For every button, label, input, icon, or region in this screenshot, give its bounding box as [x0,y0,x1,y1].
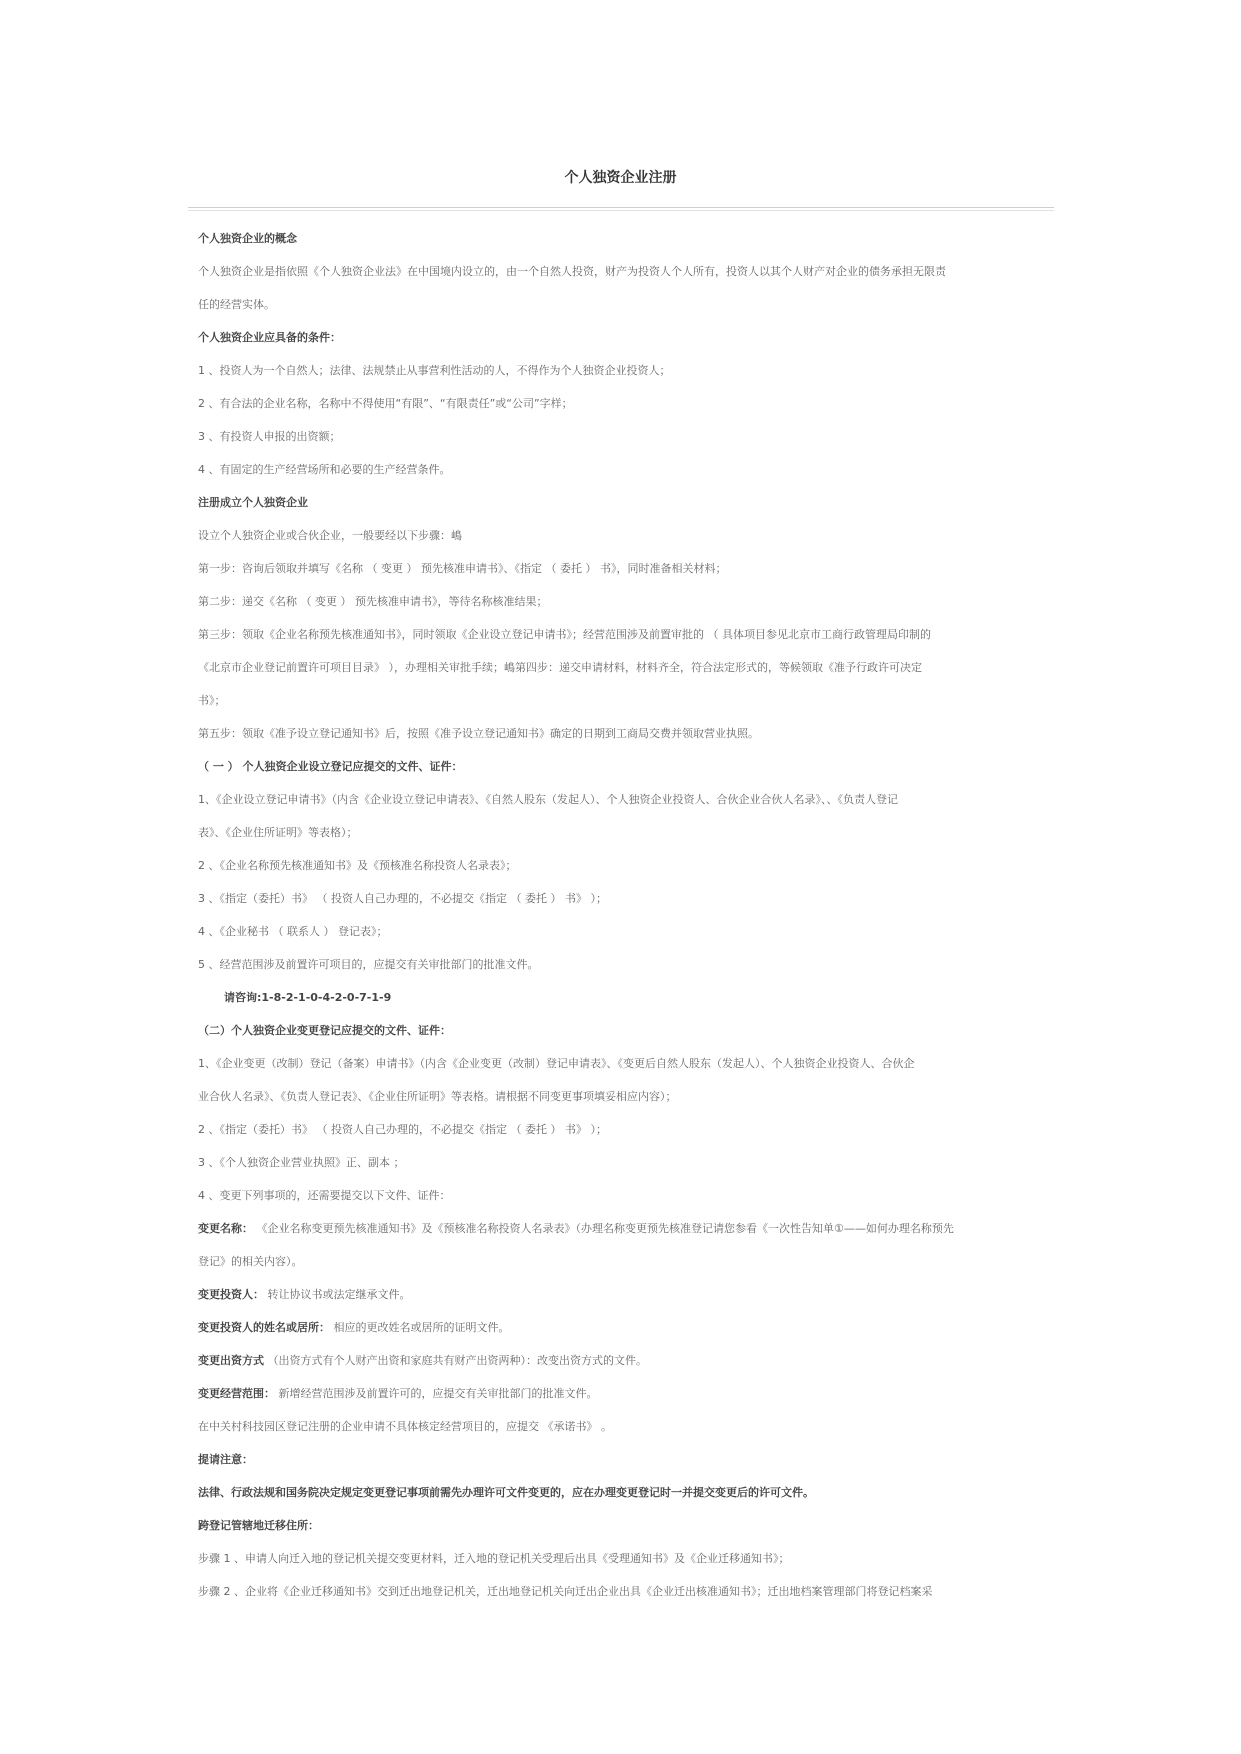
paragraph-line: 第一步：咨询后领取并填写《名称 （ 变更 ） 预先核准申请书》、《指定 （ 委托 ） 书》，同时准备相关材料； [198,562,727,575]
paragraph-text: 转让协议书或法定继承文件。 [264,1288,411,1301]
section-heading: 法律、行政法规和国务院决定规定变更登记事项前需先办理许可文件变更的，应在办理变更登记时一并提交变更后的许可文件。 [198,1486,814,1499]
paragraph-line: 第三步：领取《企业名称预先核准通知书》，同时领取《企业设立登记申请书》；经营范围涉及前置审批的 （ 具体项目参见北京市工商行政管理局印制的 [198,628,931,641]
paragraph-line: 1、《企业变更（改制）登记（备案）申请书》（内含《企业变更（改制）登记申请表》、《变更后自然人股东（发起人）、个人独资企业投资人、合伙企 [198,1057,915,1070]
section-heading: 个人独资企业的概念 [198,232,297,245]
paragraph-text: 新增经营范围涉及前置许可的，应提交有关审批部门的批准文件。 [275,1387,598,1400]
paragraph-line: 4 、《企业秘书 （ 联系人 ） 登记表》； [198,925,388,938]
section-heading: （ 一 ） 个人独资企业设立登记应提交的文件、证件： [198,760,463,773]
paragraph-label: 变更名称： [198,1222,253,1235]
paragraph-line: 3 、《个人独资企业营业执照》正、副本 ； [198,1156,405,1169]
labeled-paragraph [198,1212,1050,1245]
labeled-paragraph [198,1311,1050,1344]
paragraph-line: 1 、投资人为一个自然人；法律、法规禁止从事营利性活动的人，不得作为个人独资企业投资人； [198,364,671,377]
document-body [198,222,1050,1608]
paragraph-line: 业合伙人名录》、《负责人登记表》、《企业住所证明》等表格。请根据不同变更事项填妥相应内容）； [198,1090,677,1103]
paragraph-line: 2 、《企业名称预先核准通知书》及《预核准名称投资人名录表》； [198,859,517,872]
paragraph-line: 4 、有固定的生产经营场所和必要的生产经营条件。 [198,463,451,476]
section-heading: 跨登记管辖地迁移住所： [198,1519,319,1532]
paragraph-label: 变更出资方式 [198,1354,264,1367]
paragraph-line: 步骤 2 、企业将《企业迁移通知书》交到迁出地登记机关，迁出地登记机关向迁出企业出具《企业迁出核准通知书》；迁出地档案管理部门将登记档案采 [198,1585,933,1598]
paragraph-line: 设立个人独资企业或合伙企业，一般要经以下步骤：嶋 [198,529,462,542]
paragraph-text: 相应的更改姓名或居所的证明文件。 [330,1321,510,1334]
section-heading: 提请注意： [198,1453,253,1466]
title-divider-secondary [188,210,1054,211]
paragraph-label: 变更投资人的姓名或居所： [198,1321,330,1334]
section-heading: 注册成立个人独资企业 [198,496,308,509]
paragraph-line: 在中关村科技园区登记注册的企业申请不具体核定经营项目的，应提交 《承诺书》 。 [198,1420,612,1433]
paragraph-text: 《企业名称变更预先核准通知书》及《预核准名称投资人名录表》（办理名称变更预先核准登记请您参看《一次性告知单①——如何办理名称预先 [253,1222,954,1235]
paragraph-line: 书》； [198,694,226,707]
section-heading: 个人独资企业应具备的条件： [198,331,341,344]
paragraph-line: 3 、有投资人申报的出资额； [198,430,341,443]
labeled-paragraph [198,1344,1050,1377]
paragraph-line: 个人独资企业是指依照《个人独资企业法》在中国境内设立的，由一个自然人投资，财产为投资人个人所有，投资人以其个人财产对企业的债务承担无限责 [198,265,946,278]
paragraph-line: 3 、《指定（委托）书》 （ 投资人自己办理的，不必提交《指定 （ 委托 ） 书》 ）； [198,892,607,905]
paragraph-label: 变更投资人： [198,1288,264,1301]
contact-line: 请咨询:1-8-2-1-0-4-2-0-7-1-9 [224,991,392,1004]
document-title: 个人独资企业注册 [564,170,677,186]
paragraph-line: 第二步：递交《名称 （ 变更 ） 预先核准申请书》，等待名称核准结果； [198,595,548,608]
paragraph-label: 变更经营范围： [198,1387,275,1400]
paragraph-line: 2 、有合法的企业名称，名称中不得使用“有限”、“有限责任”或“公司”字样； [198,397,573,410]
title-divider [188,207,1054,208]
paragraph-line: 5 、经营范围涉及前置许可项目的，应提交有关审批部门的批准文件。 [198,958,539,971]
paragraph-line: 登记》的相关内容）。 [198,1255,303,1268]
paragraph-line: 第五步：领取《准予设立登记通知书》后，按照《准予设立登记通知书》确定的日期到工商局交费并领取营业执照。 [198,727,759,740]
labeled-paragraph [198,1278,1050,1311]
paragraph-line: 表》、《企业住所证明》等表格）； [198,826,358,839]
paragraph-line: 《北京市企业登记前置许可项目目录》 ），办理相关审批手续；嶋第四步：递交申请材料，材料齐全，符合法定形式的，等候领取《准予行政许可决定 [198,661,922,674]
section-heading: （二）个人独资企业变更登记应提交的文件、证件： [198,1024,451,1037]
paragraph-line: 任的经营实体。 [198,298,275,311]
paragraph-line: 2 、《指定（委托）书》 （ 投资人自己办理的，不必提交《指定 （ 委托 ） 书》 ）； [198,1123,607,1136]
paragraph-line: 1、《企业设立登记申请书》（内含《企业设立登记申请表》、《自然人股东（发起人）、个人独资企业投资人、合伙企业合伙人名录》、、《负责人登记 [198,793,898,806]
paragraph-line: 步骤 1 、申请人向迁入地的登记机关提交变更材料，迁入地的登记机关受理后出具《受理通知书》及《企业迁移通知书》； [198,1552,790,1565]
paragraph-text: （出资方式有个人财产出资和家庭共有财产出资两种）：改变出资方式的文件。 [264,1354,647,1367]
paragraph-line: 4 、变更下列事项的，还需要提交以下文件、证件： [198,1189,451,1202]
labeled-paragraph [198,1377,1050,1410]
